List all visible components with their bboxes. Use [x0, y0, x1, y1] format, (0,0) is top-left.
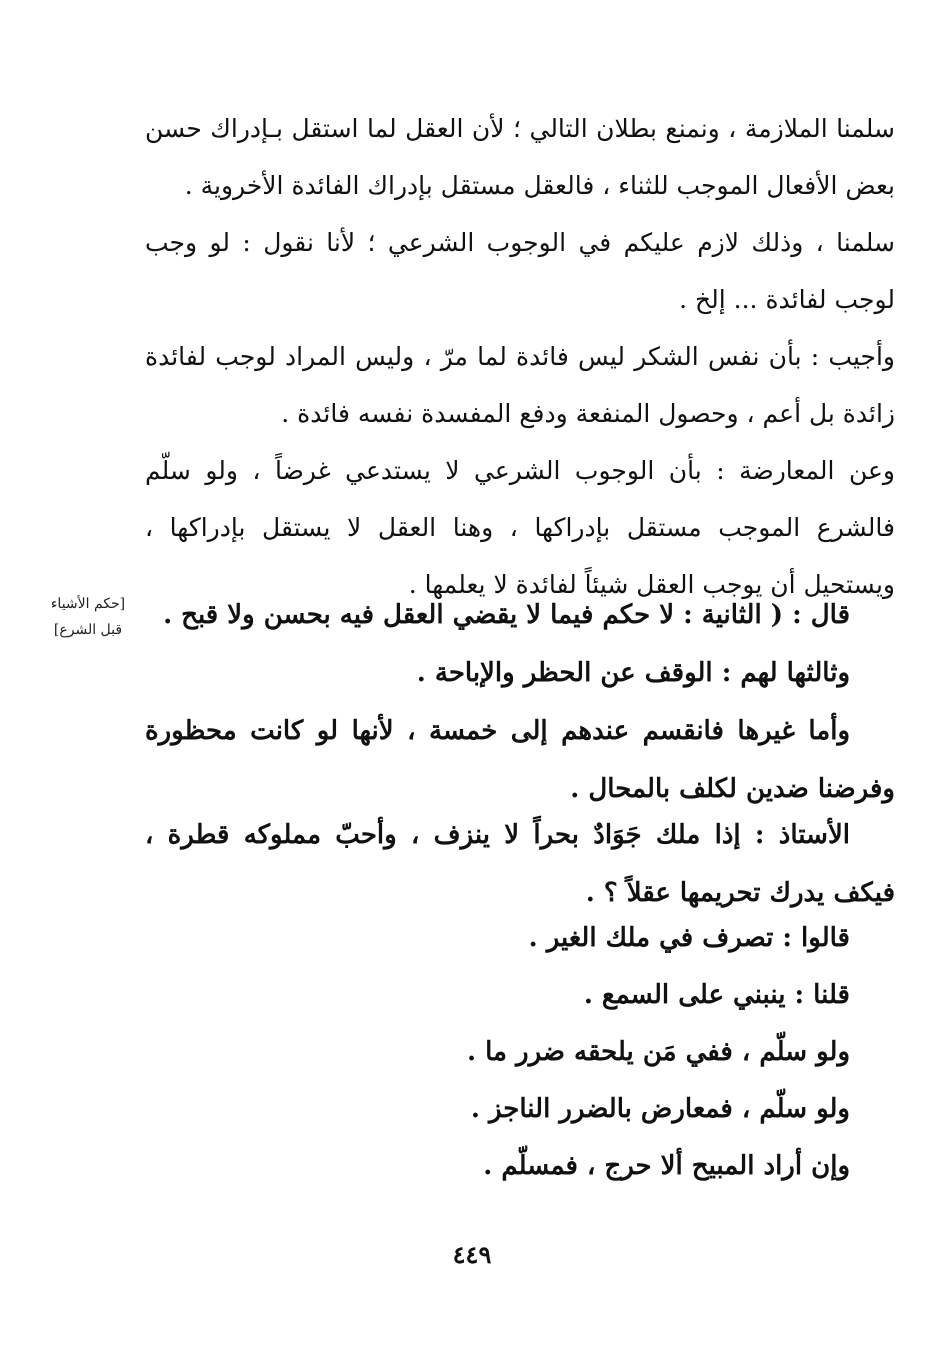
- bold-paragraph-1: [145, 586, 850, 644]
- bold-paragraph-text: الأستاذ : إذا ملك جَوَادٌ بحراً لا ينزف ، وأحبّ مملوكه قطرة ، فيكف يدرك تحريمها عقلاً ؟ .: [145, 820, 895, 908]
- bold-paragraph-text: قال : ( الثانية : لا حكم فيما لا يقضي العقل فيه بحسن ولا قبح .: [163, 600, 850, 630]
- list-item: ولو سلّم ، ففي مَن يلحقه ضرر ما .: [467, 1037, 850, 1067]
- list-item: ولو سلّم ، فمعارض بالضرر الناجز .: [470, 1094, 850, 1124]
- margin-note-line-2: قبل الشرع]: [53, 622, 123, 638]
- argument-list: [145, 910, 850, 1195]
- margin-note: [28, 591, 148, 643]
- list-item: وإن أراد المبيح ألا حرج ، فمسلّم .: [483, 1151, 850, 1181]
- paragraph-text: وأجيب : بأن نفس الشكر ليس فائدة لما مرّ ، وليس المراد لوجب لفائدة زائدة بل أعم ، وحصول المنفعة ودفع المفسدة نفسه فائدة .: [145, 342, 895, 428]
- paragraph-text: سلمنا الملازمة ، ونمنع بطلان التالي ؛ لأن العقل لما استقل بـإدراك حسن بعض الأفعال الموجب للثناء ، فالعقل مستقل بإدراك الفائدة الأخروية .: [145, 114, 895, 200]
- bold-paragraph-text: وأما غيرها فانقسم عندهم إلى خمسة ، لأنها لو كانت محظورة وفرضنا ضدين لكلف بالمحال .: [145, 716, 895, 804]
- margin-note-line-1: [حكم الأشياء: [50, 596, 126, 612]
- bold-paragraph-4: [145, 806, 895, 922]
- paragraph-2: [145, 214, 895, 328]
- paragraph-text: وعن المعارضة : بأن الوجوب الشرعي لا يستدعي غرضاً ، ولو سلّم فالشرع الموجب مستقل بإدراكها ، وهنا العقل لا يستقل بإدراكها ، ويستحيل أن يوجب العقل شيئاً لفائدة لا يعلمها .: [145, 456, 895, 599]
- list-item: قالوا : تصرف في ملك الغير .: [528, 923, 850, 953]
- paragraph-text: سلمنا ، وذلك لازم عليكم في الوجوب الشرعي ؛ لأنا نقول : لو وجب لوجب لفائدة ... إلخ .: [145, 228, 895, 314]
- list-item: قلنا : ينبني على السمع .: [583, 980, 850, 1010]
- bold-paragraph-3: [145, 702, 895, 818]
- page-number: ٤٤٩: [452, 1240, 492, 1269]
- paragraph-1: [145, 100, 895, 214]
- bold-paragraph-text: وثالثها لهم : الوقف عن الحظر والإباحة .: [416, 658, 850, 688]
- paragraph-3: [145, 328, 895, 442]
- bold-paragraph-2: [145, 644, 850, 702]
